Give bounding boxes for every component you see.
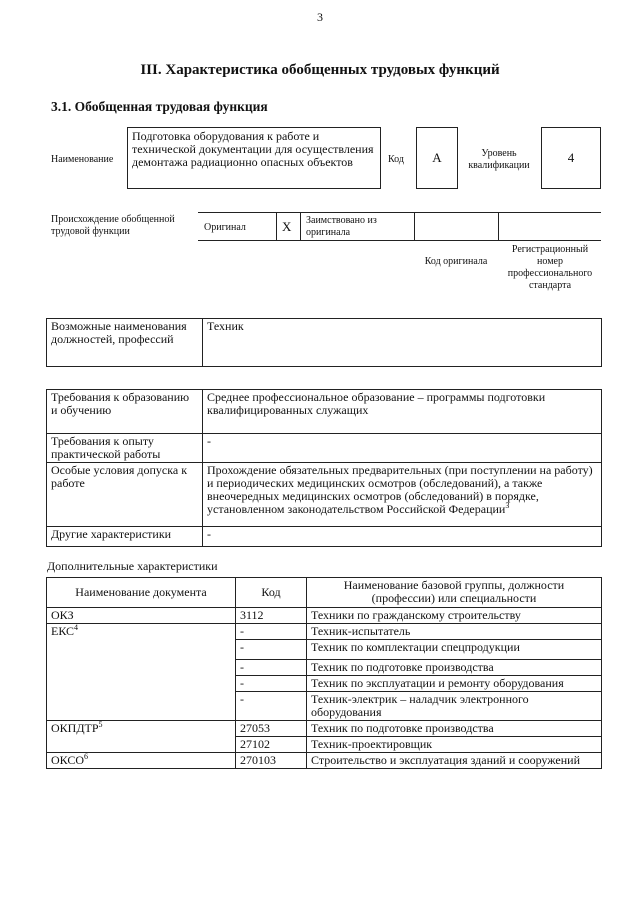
req-value: - xyxy=(203,527,602,547)
code-cell: - xyxy=(236,660,307,676)
header-doc: Наименование документа xyxy=(47,578,236,608)
code-cell: 270103 xyxy=(236,753,307,769)
code-original-caption: Код оригинала xyxy=(424,256,488,267)
name-cell: Техник по подготовке производства xyxy=(307,721,602,737)
divider xyxy=(276,213,277,240)
reg-number-caption: Регистрационный номер профессионального стандарта xyxy=(507,244,593,291)
code-cell: 27053 xyxy=(236,721,307,737)
code-cell: - xyxy=(236,692,307,721)
name-label: Наименование xyxy=(51,154,114,165)
req-label: Особые условия допуска к работе xyxy=(47,463,203,527)
code-cell: - xyxy=(236,676,307,692)
name-cell: Техник по эксплуатации и ремонту оборудования xyxy=(307,676,602,692)
section-title: III. Характеристика обобщенных трудовых функций xyxy=(140,62,500,78)
original-mark: Х xyxy=(282,219,292,234)
borrowed-label: Заимствовано из оригинала xyxy=(306,215,377,238)
name-cell: Техники по гражданскому строительству xyxy=(307,608,602,624)
doc-cell xyxy=(47,624,236,721)
footnote-mark: 4 xyxy=(74,623,79,632)
code-cell: 3112 xyxy=(236,608,307,624)
footnote-mark: 6 xyxy=(84,752,89,761)
req-label: Другие характеристики xyxy=(47,527,203,547)
divider xyxy=(498,213,499,240)
origin-row xyxy=(198,212,601,241)
code-cell: - xyxy=(236,640,307,660)
doc-name: ОКЗ xyxy=(51,608,74,622)
table-row xyxy=(47,608,602,624)
original-label: Оригинал xyxy=(204,222,246,233)
divider xyxy=(300,213,301,240)
req-value: Среднее профессиональное образование – программы подготовки квалифицированных служащих xyxy=(203,390,602,434)
page-number: 3 xyxy=(317,10,323,24)
req-value-text: Прохождение обязательных предварительных (при поступлении на работу) и периодических медицинских осмотров (обследований), а также внеочередных медицинских осмотров (обследований) в порядке, установленном законодательством Российской Федерации xyxy=(207,463,593,516)
requirements-table xyxy=(46,389,602,547)
additional-title: Дополнительные характеристики xyxy=(47,559,218,573)
req-value xyxy=(203,463,602,527)
doc-name: ОКСО xyxy=(51,753,85,767)
table-row xyxy=(47,721,602,737)
function-name-value: Подготовка оборудования к работе и технической документации для осуществления демонтажа радиационно опасных объектов xyxy=(127,127,381,189)
doc-name: ОКПДТР xyxy=(51,721,99,735)
table-row xyxy=(47,624,602,640)
name-cell: Техник-проектировщик xyxy=(307,737,602,753)
req-label: Требования к образованию и обучению xyxy=(47,390,203,434)
code-cell: 27102 xyxy=(236,737,307,753)
header-code: Код xyxy=(236,578,307,608)
req-label: Требования к опыту практической работы xyxy=(47,434,203,463)
name-cell: Техник по подготовке производства xyxy=(307,660,602,676)
doc-name: ЕКС xyxy=(51,624,75,638)
req-value: - xyxy=(203,434,602,463)
name-cell: Строительство и эксплуатация зданий и сооружений xyxy=(307,753,602,769)
code-label: Код xyxy=(388,154,404,165)
table-row xyxy=(47,753,602,769)
header-name: Наименование базовой группы, должности (профессии) или специальности xyxy=(307,578,602,608)
subsection-title: 3.1. Обобщенная трудовая функция xyxy=(51,99,268,114)
name-cell: Техник-испытатель xyxy=(307,624,602,640)
positions-label: Возможные наименования должностей, профессий xyxy=(47,319,203,367)
name-cell: Техник по комплектации спецпродукции xyxy=(307,640,602,660)
doc-cell xyxy=(47,721,236,753)
footnote-mark: 5 xyxy=(98,720,103,729)
doc-cell xyxy=(47,608,236,624)
divider xyxy=(414,213,415,240)
footnote-mark: 3 xyxy=(505,501,510,510)
name-cell: Техник-электрик – наладчик электронного оборудования xyxy=(307,692,602,721)
additional-table xyxy=(46,577,602,769)
positions-value: Техник xyxy=(203,319,602,367)
code-cell: - xyxy=(236,624,307,640)
origin-label: Происхождение обобщенной трудовой функции xyxy=(51,214,175,237)
doc-cell xyxy=(47,753,236,769)
positions-table xyxy=(46,318,602,367)
level-value: 4 xyxy=(541,127,601,189)
code-value: А xyxy=(416,127,458,189)
level-label: Уровень квалификации xyxy=(468,148,530,171)
